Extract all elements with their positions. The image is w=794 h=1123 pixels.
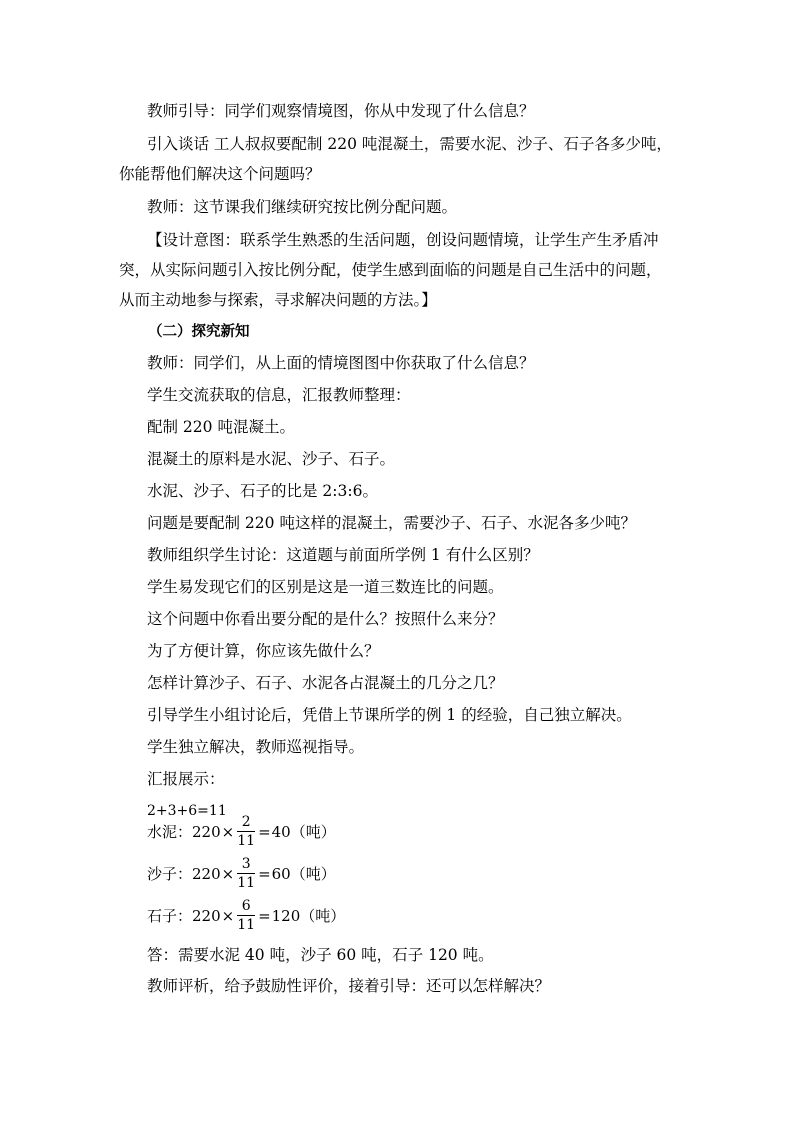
paragraph-s9: 这个问题中你看出要分配的是什么？按照什么来分？: [147, 610, 504, 628]
calc-sand: [147, 857, 336, 890]
calc-result: 40（吨）: [271, 823, 336, 841]
calc-label: 石子：: [147, 907, 193, 925]
paragraph-s8: 学生易发现它们的区别是这是一道三数连比的问题。: [147, 578, 504, 596]
paragraph-s5: 水泥、沙子、石子的比是 2:3:6。: [147, 482, 378, 500]
paragraph-s12: 引导学生小组讨论后，凭借上节课所学的例 1 的经验，自己独立解决。: [147, 706, 632, 724]
calc-base: 220: [192, 822, 221, 841]
section-heading: （二）探究新知: [148, 323, 250, 340]
paragraph-s11: 怎样计算沙子、石子、水泥各占混凝土的几分之几？: [147, 674, 504, 692]
fraction-numerator: 3: [237, 857, 255, 874]
calc-result: 60（吨）: [271, 865, 336, 883]
times-sign: ×: [221, 822, 235, 841]
paragraph-intro-line2: 你能帮他们解决这个问题吗？: [119, 165, 321, 183]
paragraph-evaluation: 教师评析，给予鼓励性评价，接着引导：还可以怎样解决？: [147, 977, 551, 995]
paragraph-s14: 汇报展示：: [147, 770, 225, 788]
calc-base: 220: [192, 906, 221, 925]
paragraph-s2: 学生交流获取的信息，汇报教师整理：: [147, 386, 411, 404]
paragraph-teacher-guide: 教师引导：同学们观察情境图，你从中发现了什么信息？: [147, 102, 535, 120]
calc-base: 220: [192, 864, 221, 883]
paragraph-s6: 问题是要配制 220 吨这样的混凝土，需要沙子、石子、水泥各多少吨？: [147, 514, 636, 532]
equals-sign: =: [258, 822, 271, 841]
fraction-denominator: 11: [237, 917, 256, 933]
paragraph-teacher-topic: 教师：这节课我们继续研究按比例分配问题。: [147, 198, 458, 216]
equals-sign: =: [258, 906, 271, 925]
paragraph-intro-line1: 引入谈话 工人叔叔要配制 220 吨混凝土，需要水泥、沙子、石子各多少吨，: [147, 135, 672, 153]
fraction-numerator: 6: [237, 899, 255, 916]
times-sign: ×: [221, 906, 235, 925]
fraction-numerator: 2: [237, 815, 255, 832]
paragraph-s10: 为了方便计算，你应该先做什么？: [147, 642, 380, 660]
fraction: [237, 899, 255, 932]
paragraph-s4: 混凝土的原料是水泥、沙子、石子。: [147, 450, 396, 468]
fraction: [237, 857, 255, 890]
paragraph-answer: 答：需要水泥 40 吨，沙子 60 吨，石子 120 吨。: [147, 946, 494, 964]
paragraph-design-intent-line1: 【设计意图：联系学生熟悉的生活问题，创设问题情境，让学生产生矛盾冲: [147, 231, 659, 249]
paragraph-s13: 学生独立解决，教师巡视指导。: [147, 738, 365, 756]
equals-sign: =: [258, 864, 271, 883]
paragraph-design-intent-line2: 突，从实际问题引入按比例分配，使学生感到面临的问题是自己生活中的问题，: [119, 261, 662, 279]
paragraph-design-intent-line3: 从而主动地参与探索，寻求解决问题的方法。】: [119, 291, 437, 309]
paragraph-s1: 教师：同学们，从上面的情境图图中你获取了什么信息？: [147, 354, 535, 372]
fraction-denominator: 11: [237, 875, 256, 891]
times-sign: ×: [221, 864, 235, 883]
fraction: [237, 815, 255, 848]
calc-gravel: [147, 899, 345, 932]
paragraph-s7: 教师组织学生讨论：这道题与前面所学例 1 有什么区别？: [147, 546, 539, 564]
fraction-denominator: 11: [237, 833, 256, 849]
paragraph-s3: 配制 220 吨混凝土。: [147, 418, 295, 436]
calc-result: 120（吨）: [271, 907, 346, 925]
equation-sum: 2+3+6=11: [147, 803, 227, 819]
calc-cement: [147, 815, 336, 848]
calc-label: 沙子：: [147, 865, 193, 883]
calc-label: 水泥：: [147, 823, 193, 841]
